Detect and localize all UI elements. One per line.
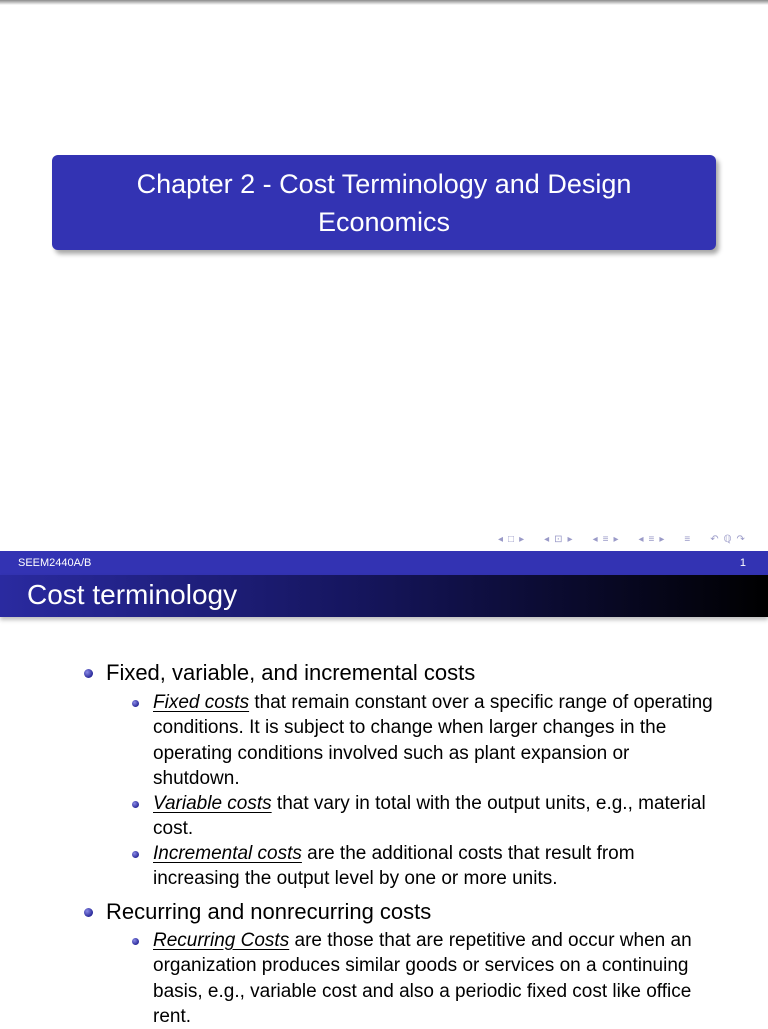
- term-definition: that vary in total with the output units, e.g., material cost.: [153, 793, 706, 840]
- nav-prev-frame-icon[interactable]: ◂: [544, 533, 550, 545]
- sub-bullet-item: [153, 791, 713, 842]
- nav-section-icon[interactable]: ≡: [648, 533, 655, 545]
- nav-next-slide-icon[interactable]: ▸: [519, 533, 525, 545]
- term-definition: are the additional costs that result from increasing the output level by one or more units.: [153, 843, 635, 890]
- nav-search-icon[interactable]: ℚ: [723, 533, 732, 545]
- chapter-title-box: [52, 155, 716, 250]
- bullet-icon: [84, 669, 93, 678]
- term-recurring-costs: Recurring Costs: [153, 930, 290, 951]
- term-definition: are those that are repetitive and occur when an organization produces similar goods or services on a continuing basis, e.g., variable cost and also a periodic fixed cost like office rent.: [153, 930, 692, 1027]
- sub-bullet-item: [153, 690, 713, 791]
- sub-bullet-icon: [132, 700, 139, 707]
- sub-bullet-icon: [132, 801, 139, 808]
- slide-number: 1: [739, 557, 746, 569]
- nav-subsection-icon[interactable]: ≡: [602, 533, 609, 545]
- sub-bullet-icon: [132, 938, 139, 945]
- term-definition: that remain constant over a specific range of operating conditions. It is subject to change when larger changes in the operating conditions involved such as plant expansion or shutdown.: [153, 692, 713, 789]
- sub-bullet-item: [153, 841, 713, 892]
- nav-slide-icon[interactable]: □: [508, 533, 515, 545]
- sub-bullet-item: [153, 928, 713, 1029]
- nav-prev-slide-icon[interactable]: ◂: [498, 533, 504, 545]
- nav-prev-subsection-icon[interactable]: ◂: [592, 533, 598, 545]
- nav-next-subsection-icon[interactable]: ▸: [613, 533, 619, 545]
- beamer-navigation-bar[interactable]: [498, 531, 745, 547]
- term-fixed-costs: Fixed costs: [153, 692, 250, 713]
- term-incremental-costs: Incremental costs: [153, 843, 302, 864]
- nav-prev-section-icon[interactable]: ◂: [638, 533, 644, 545]
- sub-bullet-icon: [132, 851, 139, 858]
- course-code: SEEM2440A/B: [18, 557, 92, 569]
- nav-next-section-icon[interactable]: ▸: [659, 533, 665, 545]
- bullet-item-level1: Fixed, variable, and incremental costs: [106, 660, 476, 685]
- nav-next-frame-icon[interactable]: ▸: [567, 533, 573, 545]
- term-variable-costs: Variable costs: [153, 793, 272, 814]
- frame-title: Cost terminology: [27, 579, 238, 610]
- nav-frame-icon[interactable]: ⊡: [554, 533, 563, 545]
- nav-outline-icon[interactable]: ≡: [684, 533, 691, 545]
- slide-header-strip: [0, 551, 768, 575]
- nav-back-icon[interactable]: ↶: [710, 533, 719, 545]
- frame-title-bar: [0, 575, 768, 617]
- nav-forward-icon[interactable]: ↷: [736, 533, 745, 545]
- bullet-icon: [84, 908, 93, 917]
- bullet-item-level1: Recurring and nonrecurring costs: [106, 899, 432, 924]
- chapter-title: Chapter 2 - Cost Terminology and Design Economics: [136, 168, 632, 237]
